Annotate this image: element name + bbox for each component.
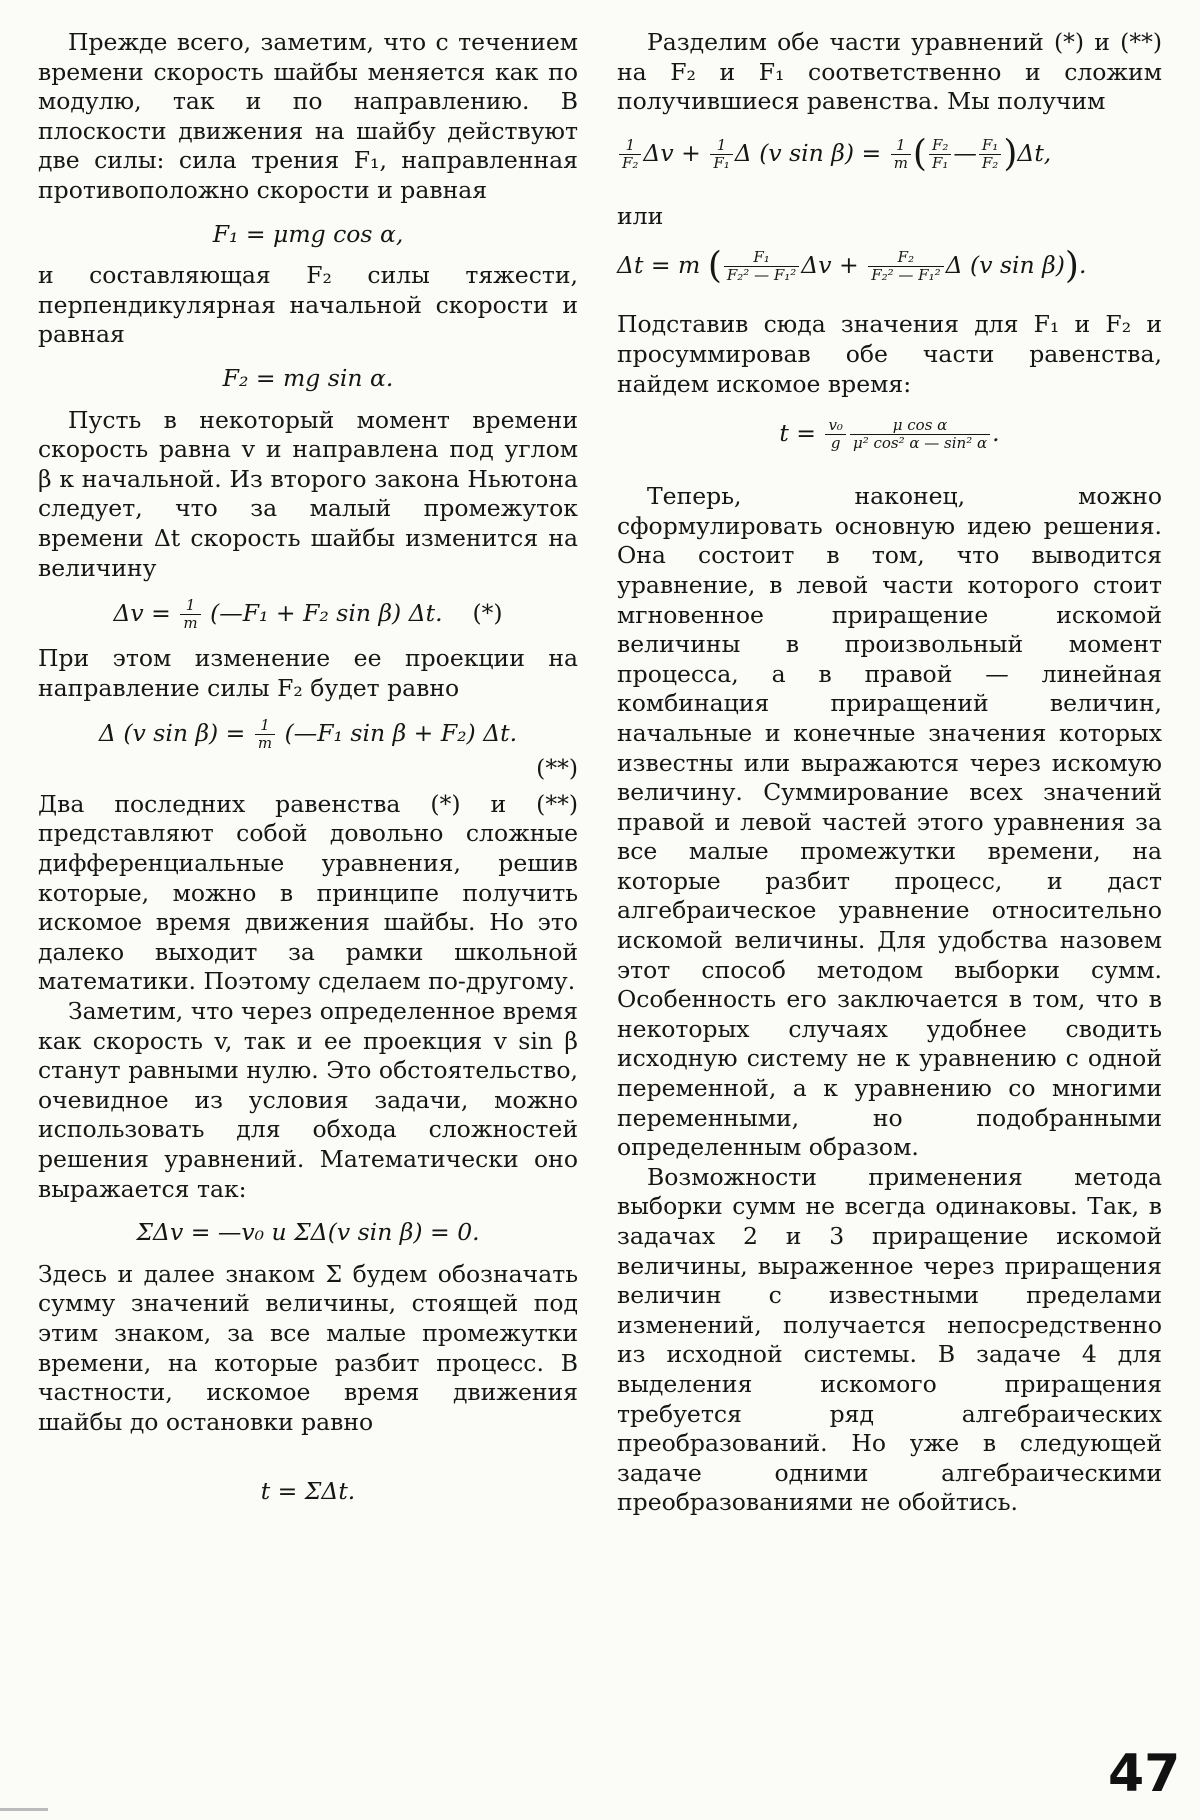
equation-tag-double-star: (**) [536,754,578,783]
formula-term: Δt, [1017,138,1052,167]
fraction [929,137,951,172]
fraction-denominator: F₂² — F₁² [871,266,941,285]
fraction-numerator: μ cos α [850,417,990,435]
left-paragraph-7: Здесь и далее знаком Σ будем обозначать сумму значений величины, стоящей под этим знаком, за все малые промежутки времени, на которые разбит процесс. В частности, искомое время движения шайбы до остановки равно [38,1259,578,1436]
right-column [617,28,1162,1518]
formula-gravity-component: F₂ = mg sin α. [222,363,394,392]
right-paragraph-3: Теперь, наконец, можно сформулировать основную идею решения. Она состоит в том, что выводится уравнение, в левой части которого стоит мгновенное приращение искомой величины в произвольный момент процесса, а в правой — линейная комбинация приращений величин, начальные и конечные значения которых известны или выражаются через искомую величину. Суммирование всех значений правой и левой частей этого уравнения за все малые промежутки времени, на которые разбит процесс, и даст алгебраическое уравнение относительно искомой величины. Для удобства назовем этот способ методом выборки сумм. Особенность его заключается в том, что в некоторых случаях удобнее сводить исходную систему не к уравнению с одной переменной, а к уравнению со многими переменными, но подобранными определенным образом. [617,482,1162,1162]
fraction-numerator: F₂ [929,137,951,155]
fraction [850,417,990,452]
formula-star-lhs: Δv = [113,599,171,628]
formula-final-time [617,417,1162,452]
fraction-numerator: F₁ [979,137,1001,155]
fraction-denominator: F₂² — F₁² [726,266,797,285]
right-paragraph-4: Возможности применения метода выборки сумм не всегда одинаковы. Так, в задачах 2 и 3 приращение искомой величины, выраженное через приращения величин с известными пределами изменений, получается непосредственно из исходной системы. В задаче 4 для выделения искомого приращения требуется ряд алгебраических преобразований. Но уже в следующей задаче одними алгебраическими преобразованиями не обойтись. [617,1162,1162,1517]
equation-tag: (*) [472,599,503,628]
formula-friction-force: F₁ = μmg cos α, [212,219,404,248]
fraction [825,417,846,452]
left-paren: ( [707,246,722,288]
formula-double-star-lhs: Δ (v sin β) = [98,719,246,748]
fraction-numerator: 1 [180,597,200,615]
formula-combined [617,133,1162,175]
left-column [38,28,578,1519]
right-paragraph-1: Разделим обе части уравнений (*) и (**) на F₂ и F₁ соответственно и сложим получившиеся равенства. Мы получим [617,28,1162,116]
formula-sums: ΣΔv = —v₀ и ΣΔ(v sin β) = 0. [136,1218,480,1247]
formula-double-star [38,717,578,752]
formula-term: Δv + [643,138,701,167]
fraction [619,137,641,172]
fraction-numerator: 1 [891,137,911,155]
fraction [724,249,799,284]
formula-term: Δ (v sin β) = [734,138,882,167]
fraction [710,137,732,172]
fraction-denominator: F₁ [713,153,730,172]
formula-double-star-rhs: (—F₁ sin β + F₂) Δt. [284,719,518,748]
page-number: 47 [1108,1744,1181,1804]
fraction-numerator: F₂ [868,249,943,267]
formula-total-time: t = ΣΔt. [260,1477,356,1506]
formula-term: Δv + [801,251,859,280]
left-paren: ( [912,133,927,175]
formula-star-rhs: (—F₁ + F₂ sin β) Δt. [210,599,443,628]
fraction-denominator: m [257,734,273,753]
left-paragraph-6: Заметим, что через определенное время как скорость v, так и ее проекция v sin β станут равными нулю. Это обстоятельство, очевидное из условия задачи, можно использовать для обхода сложностей решения уравнений. Математически оно выражается так: [38,997,578,1203]
minus-sign: — [953,138,977,167]
page-edge-mark [0,1808,48,1811]
right-paragraph-ili: или [617,201,664,230]
fraction-numerator: 1 [619,137,641,155]
formula-star [38,597,578,632]
fraction-denominator: m [183,614,198,633]
formula-term: t = [779,419,816,448]
fraction-denominator: g [830,434,841,453]
fraction-numerator: 1 [255,717,275,735]
formula-delta-t [617,246,1162,288]
left-paragraph-2: и составляющая F₂ силы тяжести, перпендикулярная начальной скорости и равная [38,261,578,349]
fraction-denominator: μ² cos² α — sin² α [852,434,988,453]
formula-term: Δt = m [617,251,701,280]
formula-term: Δ (v sin β) [945,251,1065,280]
left-paragraph-1: Прежде всего, заметим, что с течением времени скорость шайбы меняется как по модулю, так и по направлению. В плоскости движения на шайбу действуют две силы: сила трения F₁, направленная противоположно скорости и равная [38,28,578,204]
fraction [868,249,943,284]
fraction-numerator: 1 [710,137,732,155]
fraction-numerator: v₀ [825,417,846,435]
fraction-numerator: F₁ [724,249,799,267]
fraction-denominator: m [893,153,908,172]
right-paren: ) [1003,133,1018,175]
fraction-denominator: F₂ [981,153,999,172]
left-paragraph-3: Пусть в некоторый момент времени скорость равна v и направлена под углом β к начальной. Из второго закона Ньютона следует, что за малый промежуток времени Δt скорость шайбы изменится на величину [38,405,578,582]
formula-end: . [1078,251,1087,280]
fraction-denominator: F₂ [622,153,639,172]
fraction [180,597,200,632]
left-paragraph-5: Два последних равенства (*) и (**) представляют собой довольно сложные дифференциальные уравнения, решив которые, можно в принципе получить искомое время движения шайбы. Но это далеко выходит за рамки школьной математики. Поэтому сделаем по-другому. [38,789,578,996]
right-paragraph-2: Подставив сюда значения для F₁ и F₂ и просуммировав обе части равенства, найдем искомое время: [617,310,1162,398]
fraction [255,717,275,752]
formula-end: . [992,419,1000,448]
fraction-denominator: F₁ [931,153,949,172]
right-paren: ) [1064,246,1079,288]
left-paragraph-4: При этом изменение ее проекции на направление силы F₂ будет равно [38,644,578,702]
fraction [891,137,911,172]
fraction [979,137,1001,172]
